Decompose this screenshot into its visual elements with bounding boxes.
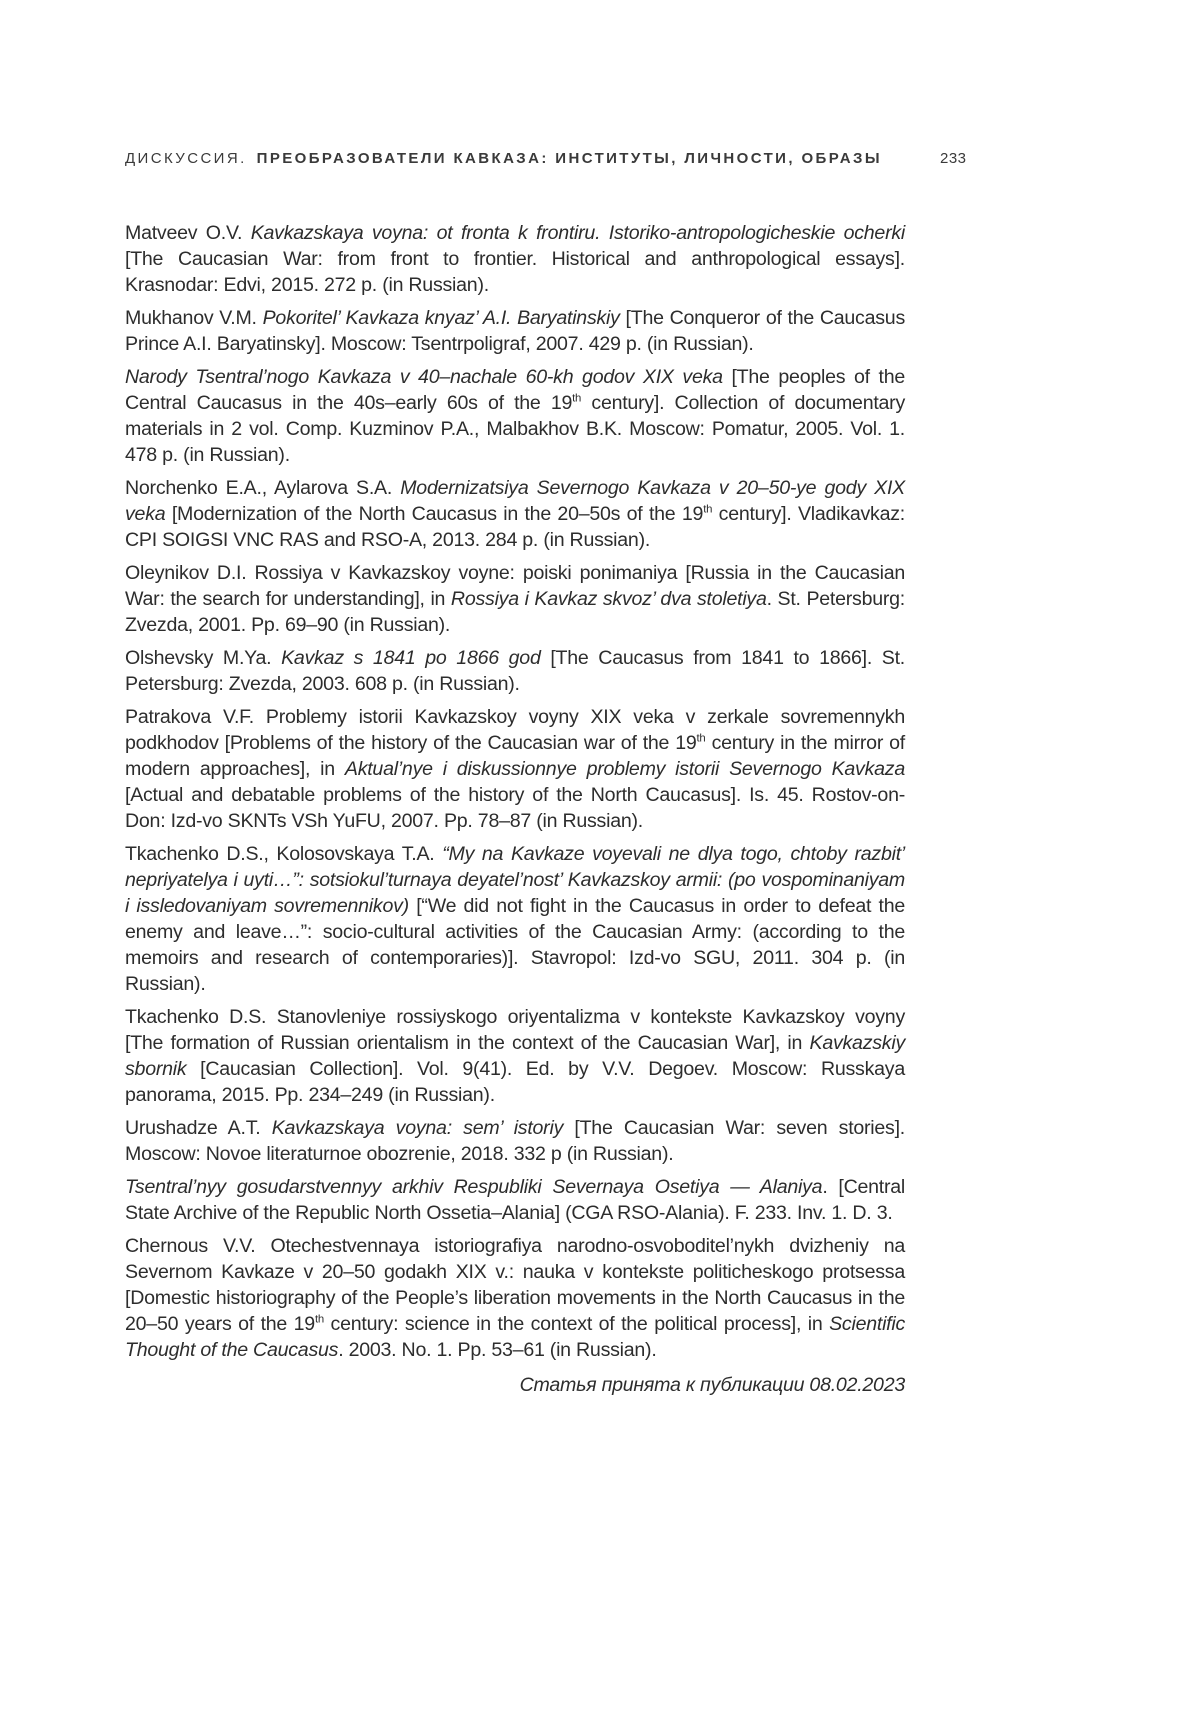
reference-text: Olshevsky M.Ya. <box>125 647 282 669</box>
ordinal-superscript: th <box>696 732 706 745</box>
reference-title-italic: Modernizatsiya Severnogo Kavkaza v 20–50-ye gody XIX veka <box>125 477 905 525</box>
reference-text: Norchenko E.A., Aylarova S.A. <box>125 477 401 499</box>
reference-title-italic: Pokoritel’ Kavkaza knyaz’ A.I. Baryatinskiy <box>262 307 620 329</box>
reference-text: [Modernization of the North Caucasus in the 20–50s of the 19 <box>165 503 704 525</box>
reference-entry <box>125 841 905 997</box>
reference-title-italic: Scientific Thought of the Caucasus <box>125 1313 906 1361</box>
reference-text: [The Caucasian War: seven stories]. Moscow: Novoe literaturnoe obozrenie, 2018. 332 p (in Russian). <box>125 1117 905 1165</box>
reference-text: Mukhanov V.M. <box>125 307 263 329</box>
reference-entry <box>125 364 905 468</box>
reference-text: century]. Vladikavkaz: CPI SOIGSI VNC RAS and RSO-A, 2013. 284 p. (in Russian). <box>125 503 905 551</box>
reference-text: Oleynikov D.I. Rossiya v Kavkazskoy voyne: poiski ponimaniya [Russia in the Caucasian War: the search for understanding], in <box>125 562 905 610</box>
reference-entry <box>125 560 905 638</box>
reference-text: [“We did not fight in the Caucasus in order to defeat the enemy and leave…”: socio-cultural activities of the Caucasian Army: (according to the memoirs and research of contemporaries)]. Stavropol: Izd-vo SGU, 2011. 304 p. (in Russian). <box>125 895 905 995</box>
references-list <box>125 220 905 1398</box>
reference-text: . St. Petersburg: Zvezda, 2001. Pp. 69–90 (in Russian). <box>125 588 905 636</box>
article-accepted-note: Статья принята к публикации 08.02.2023 <box>519 1374 905 1396</box>
running-header <box>125 150 975 167</box>
reference-entry <box>125 1115 905 1167</box>
reference-title-italic: Aktual’nye i diskussionnye problemy istorii Severnogo Kavkaza <box>344 758 905 780</box>
ordinal-superscript: th <box>314 1313 324 1326</box>
reference-text: . [Central State Archive of the Republic North Ossetia–Alania] (CGA RSO-Alania). F. 233. Inv. 1. D. 3. <box>125 1176 906 1224</box>
reference-title-italic: Kavkazskiy sbornik <box>125 1032 905 1080</box>
reference-text: Urushadze A.T. <box>125 1117 272 1139</box>
reference-text: [The peoples of the Central Caucasus in the 40s–early 60s of the 19 <box>125 366 905 414</box>
reference-text: Tkachenko D.S. Stanovleniye rossiyskogo oriyentalizma v kontekste Kavkazskoy voyny [The formation of Russian orientalism in the context of the Caucasian War], in <box>125 1006 905 1054</box>
reference-title-italic: Narody Tsentral’nogo Kavkaza v 40–nachale 60-kh godov XIX veka <box>125 366 723 388</box>
reference-entry <box>125 645 905 697</box>
reference-text: Patrakova V.F. Problemy istorii Kavkazskoy voyny XIX veka v zerkale sovremennykh podkhodov [Problems of the history of the Caucasian war of the 19 <box>125 706 905 754</box>
reference-text: century: science in the context of the political process], in <box>323 1313 830 1335</box>
reference-entry <box>125 1004 905 1108</box>
reference-entry <box>125 704 905 834</box>
reference-text: [The Conqueror of the Caucasus Prince A.I. Baryatinsky]. Moscow: Tsentrpoligraf, 2007. 429 p. (in Russian). <box>125 307 905 355</box>
reference-title-italic: “My na Kavkaze voyevali ne dlya togo, chtoby razbit’ nepriyatelya i uyti…”: sotsiokul’turnaya deyatel’nost’ Kavkazskoy armii: (po vospominaniyam i issledovaniyam sovremennikov) <box>125 843 905 917</box>
reference-entry <box>125 1174 905 1226</box>
reference-entry <box>125 220 905 298</box>
reference-text: century]. Collection of documentary materials in 2 vol. Comp. Kuzminov P.A., Malbakhov B.K. Moscow: Pomatur, 2005. Vol. 1. 478 p. (in Russian). <box>125 392 905 466</box>
reference-entry <box>125 475 905 553</box>
ordinal-superscript: th <box>703 503 713 516</box>
reference-title-italic: Tsentral’nyy gosudarstvennyy arkhiv Respubliki Severnaya Osetiya — Alaniya <box>125 1176 823 1198</box>
reference-title-italic: Kavkaz s 1841 po 1866 god <box>281 647 541 669</box>
reference-title-italic: Kavkazskaya voyna: sem’ istoriy <box>271 1117 564 1139</box>
reference-text: [Actual and debatable problems of the history of the North Caucasus]. Is. 45. Rostov-on-Don: Izd-vo SKNTs VSh YuFU, 2007. Pp. 78–87 (in Russian). <box>125 784 905 832</box>
reference-text: [The Caucasian War: from front to frontier. Historical and anthropological essays]. Krasnodar: Edvi, 2015. 272 p. (in Russian). <box>125 248 905 296</box>
running-header-title: ПРЕОБРАЗОВАТЕЛИ КАВКАЗА: ИНСТИТУТЫ, ЛИЧНОСТИ, ОБРАЗЫ <box>256 150 882 167</box>
reference-text: [The Caucasus from 1841 to 1866]. St. Petersburg: Zvezda, 2003. 608 p. (in Russian). <box>125 647 905 695</box>
reference-text: [Caucasian Collection]. Vol. 9(41). Ed. by V.V. Degoev. Moscow: Russkaya panorama, 2015. Pp. 234–249 (in Russian). <box>125 1058 905 1106</box>
ordinal-superscript: th <box>572 392 582 405</box>
reference-text: . 2003. No. 1. Pp. 53–61 (in Russian). <box>338 1339 657 1361</box>
reference-entry <box>125 1233 905 1363</box>
reference-text: Chernous V.V. Otechestvennaya istoriografiya narodno-osvoboditel’nykh dvizheniy na Severnom Kavkaze v 20–50 godakh XIX v.: nauka v kontekste politicheskogo protsessa [Domestic historiography of the People’s liberation movements in the North Caucasus in the 20–50 years of the 19 <box>125 1235 905 1335</box>
page-number: 233 <box>940 150 967 167</box>
reference-title-italic: Kavkazskaya voyna: ot fronta k frontiru. Istoriko-antropologicheskie ocherki <box>250 222 906 244</box>
reference-title-italic: Rossiya i Kavkaz skvoz’ dva stoletiya <box>450 588 767 610</box>
reference-text: Matveev O.V. <box>125 222 251 244</box>
running-header-section: ДИСКУССИЯ. <box>125 150 247 167</box>
reference-text: Tkachenko D.S., Kolosovskaya T.A. <box>125 843 443 865</box>
reference-text: century in the mirror of modern approaches], in <box>125 732 905 780</box>
reference-entry <box>125 305 905 357</box>
